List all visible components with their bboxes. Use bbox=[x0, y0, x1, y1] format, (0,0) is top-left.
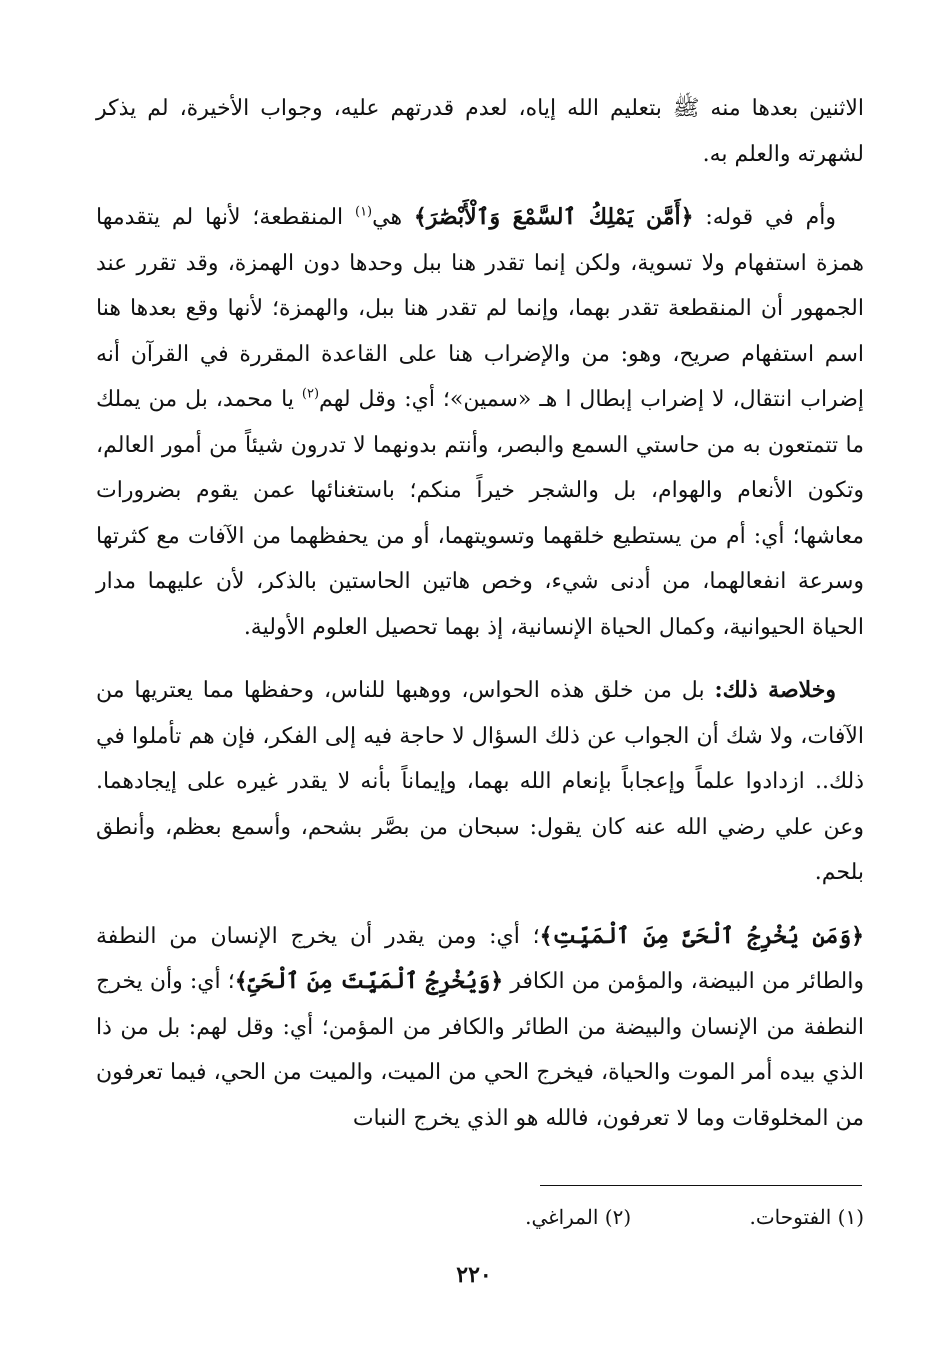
footnote-text: المراغي. bbox=[525, 1205, 599, 1229]
footnote-number: (٢) bbox=[604, 1205, 632, 1229]
paragraph-4 bbox=[96, 914, 864, 1142]
paragraph-4-text-b: ؛ أي: وأن يخرج النطفة من الإنسان والبيضة من الطائر والكافر من المؤمن؛ أي: وقل لهم: بل من ذا الذي بيده أمر الموت والحياة، فيخرج الحي من الميت، والميت من الحي، فيما تعرفون من المخلوقات وما لا تعرفون، فالله هو الذي يخرج النبات bbox=[96, 969, 864, 1131]
paragraph-2-text-b: يا محمد، بل من يملك ما تتمتعون به من حاستي السمع والبصر، وأنتم بدونهما لا تدرون شيئاً من أمور العالم، وتكون الأنعام والهوام، بل والشجر خيراً منكم؛ باستغنائها عمن يقوم بضرورات معاشها؛ أي: أم من يستطيع خلقهما وتسويتهما، أو من يحفظهما من الآفات مع كثرتها وسرعة انفعالهما، من أدنى شيء، وخص هاتين الحاستين بالذكر، لأن عليهما مدار الحياة الحيوانية، وكمال الحياة الإنسانية، إذ بهما تحصيل العلوم الأولية. bbox=[96, 387, 864, 640]
paragraph-1 bbox=[96, 86, 864, 177]
quran-verse-2: ﴿وَمَن يُخْرِجُ ٱلْحَىَّ مِنَ ٱلْمَيِّتِ﴾ bbox=[539, 922, 864, 949]
paragraph-2-text-a: المنقطعة؛ لأنها لم يتقدمها همزة استفهام ولا تسوية، ولكن إنما تقدر هنا ببل وحدها دون الهمزة، وقد تقرر عند الجمهور أن المنقطعة تقدر بهما، وإنما لم تقدر هنا ببل، والهمزة؛ لأنها وقع بعدها هنا اسم استفهام صريح، وهو: من والإضراب هنا على القاعدة المقررة في القرآن أنه إضراب انتقال، لا إضراب إبطال ا هـ «سمين»؛ أي: وقل لهم bbox=[96, 205, 864, 412]
paragraph-3 bbox=[96, 668, 864, 896]
quran-verse-3: ﴿وَيُخْرِجُ ٱلْمَيِّتَ مِنَ ٱلْحَىِّ﴾ bbox=[234, 968, 504, 994]
paragraph-2-prefix: وأم في قوله: bbox=[693, 205, 836, 230]
summary-lead: وخلاصة ذلك: bbox=[714, 677, 836, 703]
paragraph-1-text: الاثنين بعدها منه ﷺ بتعليم الله إياه، لعدم قدرتهم عليه، وجواب الأخيرة، لم يذكر لشهرته والعلم به. bbox=[96, 96, 864, 167]
footnote-separator bbox=[540, 1185, 862, 1186]
footnote-2 bbox=[525, 1202, 631, 1232]
quran-verse-1: ﴿أَمَّن يَمْلِكُ ٱلسَّمْعَ وَٱلْأَبْصَٰرَ﴾ bbox=[413, 204, 694, 230]
footnotes bbox=[344, 1202, 864, 1232]
paragraph-2 bbox=[96, 195, 864, 650]
paragraph-2-before-ref: هي bbox=[372, 205, 414, 230]
footnote-1 bbox=[749, 1202, 864, 1232]
footnote-number: (١) bbox=[837, 1205, 864, 1229]
footnote-ref-2[interactable]: (٢) bbox=[301, 386, 320, 402]
page-body bbox=[96, 86, 864, 1141]
paragraph-3-text: بل من خلق هذه الحواس، ووهبها للناس، وحفظها مما يعتريها من الآفات، ولا شك أن الجواب عن ذلك السؤال لا حاجة فيه إلى الفكر، فإن هم تأملوا في ذلك.. ازدادوا علماً وإعجاباً بإنعام الله بهما، وإيماناً بأنه لا يقدر غيره على إيجادهما. وعن علي رضي الله عنه كان يقول: سبحان من بصَّر بشحم، وأسمع بعظم، وأنطق بلحم. bbox=[96, 678, 864, 885]
paragraph-4-text-a: ؛ أي: ومن يقدر أن يخرج الإنسان من النطفة والطائر من البيضة، والمؤمن من الكافر bbox=[96, 923, 864, 994]
footnote-ref-1[interactable]: (١) bbox=[354, 204, 373, 220]
page-number: ٢٢٠ bbox=[456, 1262, 492, 1288]
footnote-text: الفتوحات. bbox=[749, 1205, 832, 1229]
